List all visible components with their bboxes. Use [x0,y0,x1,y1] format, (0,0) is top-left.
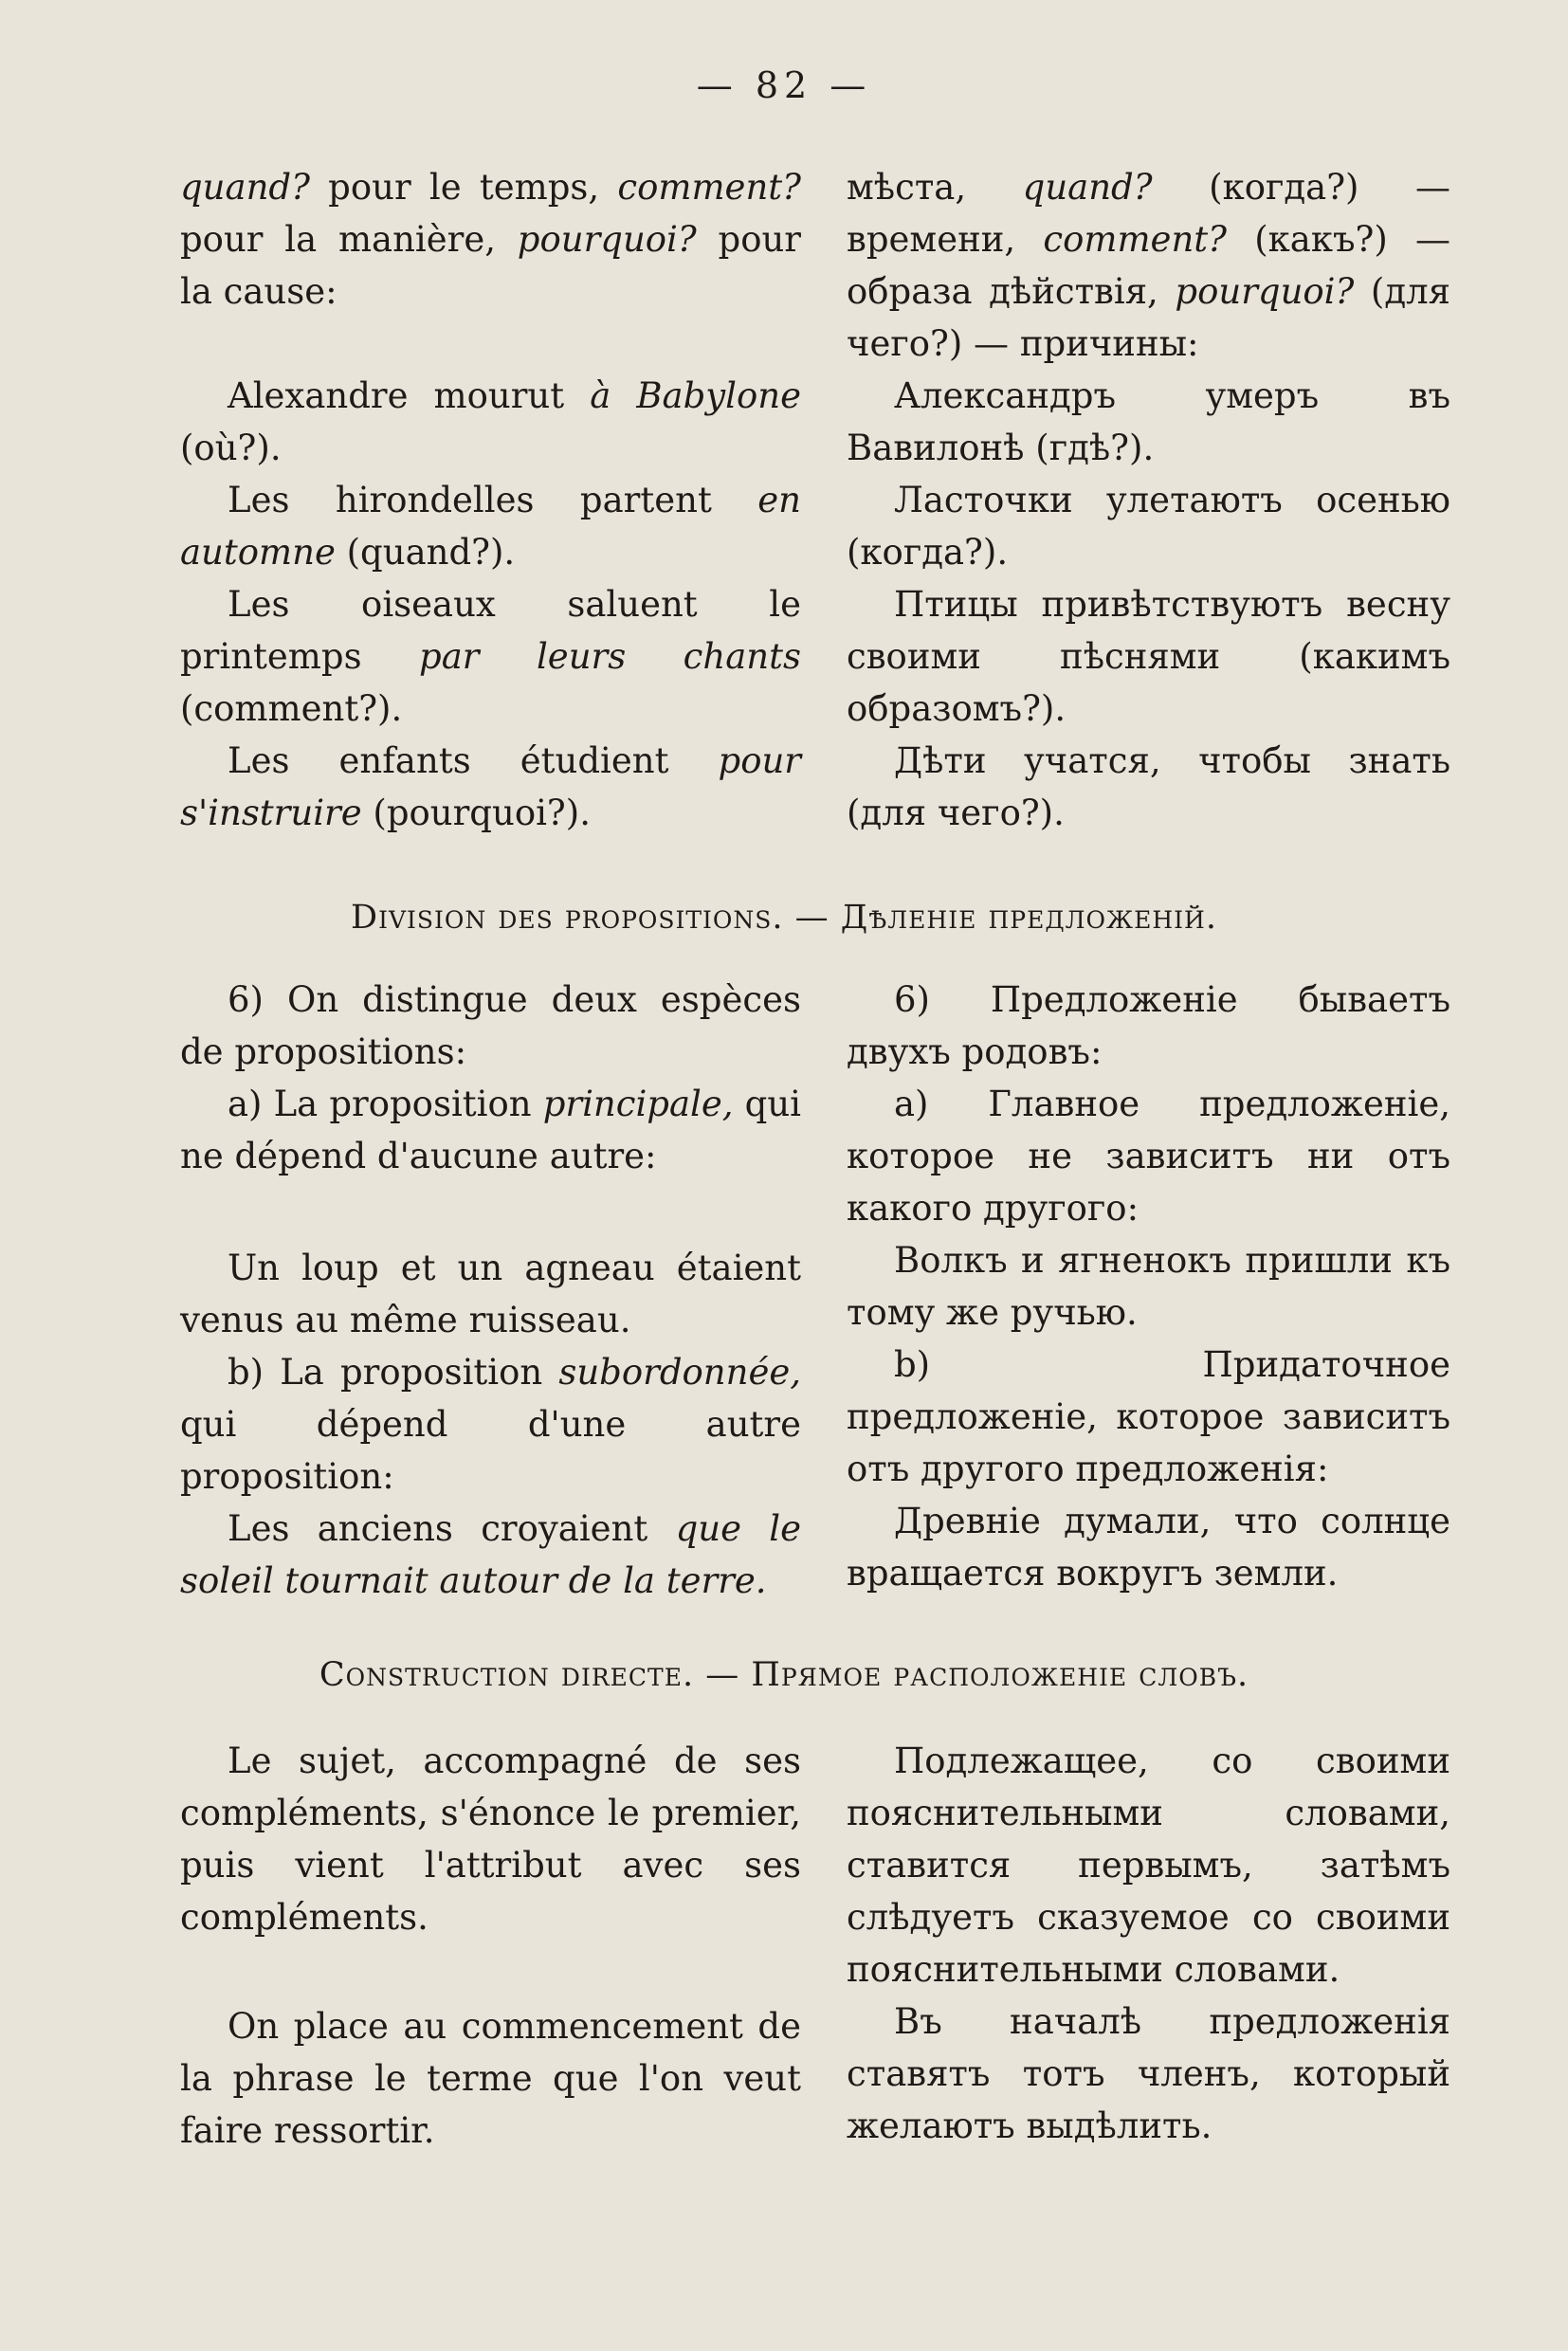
ru-example-4: Дѣти учатся, чтобы знать (для чего?). [847,740,1450,833]
ru-construction: Подлежащее, со своими пояснительными словами, ставится первымъ, затѣмъ слѣдуетъ сказуемое со своими пояснительными словами. Въ началѣ предложенія ставятъ тотъ членъ, который желаютъ выдѣлить. [847,1740,1450,2146]
fr-intro: quand? pour le temps, comment? pour la manière, pourquoi? pour la cause: [180,167,801,312]
heading-division: Division des propositions. — Дѣленіе предложеній. [351,899,1217,937]
fr-division-b: Un loup et un agneau étaient venus au même ruisseau. b) La proposition subordonnée, qui dépend d'une autre proposition: Les anciens croyaient que le soleil tournait autour de la terre. [180,1248,801,1601]
ru-example-2: Ласточки улетаютъ осенью (когда?). [847,480,1450,573]
fr-example-oiseaux: Les oiseaux saluent le printemps par leurs chants (comment?). [180,584,801,729]
fr-example-babylone: Alexandre mourut à Babylone (où?). [180,375,801,468]
page-number: — 82 — [696,64,872,106]
fr-construction-2: On place au commencement de la phrase le terme que l'on veut faire ressortir. [180,2006,801,2151]
fr-example-hirondelles: Les hirondelles partent en automne (quand?). [180,480,801,573]
fr-example-enfants: Les enfants étudient pour s'instruire (pourquoi?). [180,740,801,833]
ru-intro: мѣста, quand? (когда?) — времени, comment? (какъ?) — образа дѣйствія, pourquoi? (для чего?) — причины: [847,167,1451,364]
fr-examples-1 [180,370,801,735]
ru-division: 6) Предложеніе бываетъ двухъ родовъ: a) Главное предложеніе, которое не зависитъ ни отъ какого другого: Волкъ и ягненокъ пришли къ тому же ручью. b) Придаточное предложеніе, которое зависитъ отъ другого предложенія: Древніе думали, что солнце вращается вокругъ земли. [847,979,1450,1594]
heading-construction: Construction directe. — Прямое расположеніе словъ. [319,1656,1249,1694]
fr-division-a: 6) On distingue deux espèces de propositions: a) La proposition principale, qui ne dépend d'aucune autre: [180,979,801,1176]
ru-section-1 [847,161,1450,839]
ru-example-3: Птицы привѣтствуютъ весну своими пѣснями (какимъ образомъ?). [847,584,1450,729]
ru-example-1: Александръ умеръ въ Вавилонѣ (гдѣ?). [847,375,1450,468]
fr-construction-1: Le sujet, accompagné de ses compléments, s'énonce le premier, puis vient l'attribut avec ses compléments. [180,1740,801,1938]
